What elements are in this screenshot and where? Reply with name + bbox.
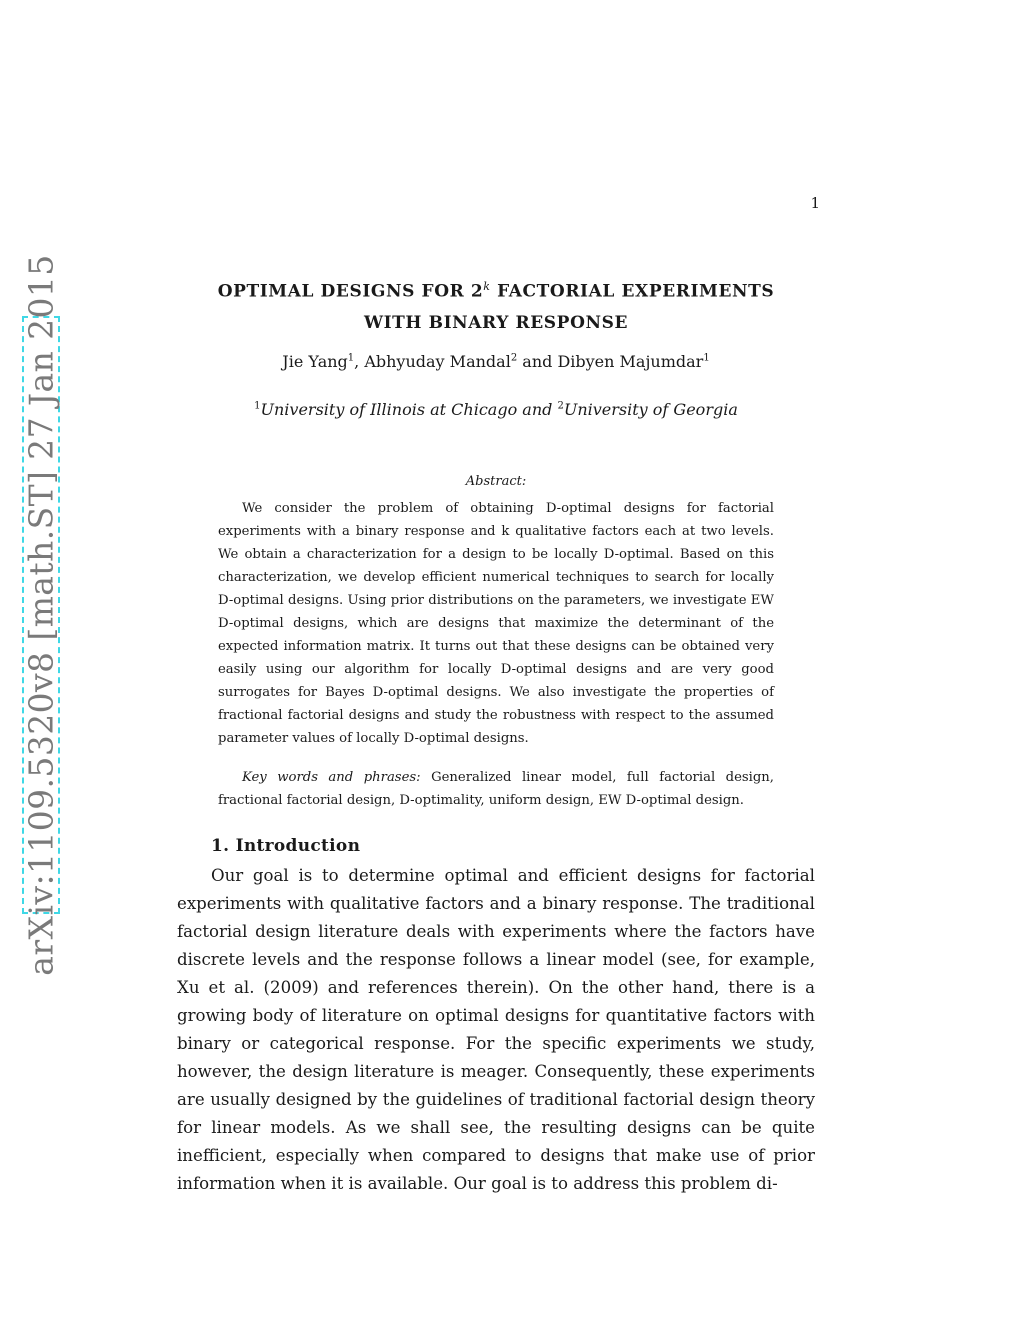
paper-title [140,271,852,339]
author-1: Jie Yang [282,352,348,371]
keywords-label: Key words and phrases: [242,770,421,785]
affiliation-2: University of Georgia [563,400,738,419]
arxiv-identifier[interactable]: arXiv:1109.5320v8 [math.ST] 27 Jan 2015 [21,254,61,976]
arxiv-stamp[interactable] [21,254,61,976]
title-line-2: WITH BINARY RESPONSE [363,312,629,333]
affiliation-1-mark: 1 [254,400,261,412]
author-2: Abhyuday Mandal [364,352,511,371]
title-exponent: k [483,280,491,293]
author-separator-2: and [517,352,558,371]
section-heading-introduction: 1. Introduction [211,836,361,856]
affiliation-2-mark: 2 [557,400,564,412]
author-list [140,352,852,371]
abstract-label: Abstract: [465,474,527,489]
introduction-paragraph: Our goal is to determine optimal and efficient designs for factorial experiments with qualitative factors and a binary response. The traditional factorial design literature deals with experiments where the factors have discrete levels and the response follows a linear model (see, for example, Xu et al. (2009) and references therein). On the other hand, there is a growing body of literature on optimal designs for quantitative factors with binary or categorical response. For the specific experiments we study, however, the design literature is meager. Consequently, these experiments are usually designed by the guidelines of traditional factorial design theory for linear models. As we shall see, the resulting designs can be quite inefficient, especially when compared to designs that make use of prior information when it is available. Our goal is to address this problem di- [177,866,815,1193]
keywords [218,766,774,812]
title-line-1-end: FACTORIAL EXPERIMENTS [490,281,775,302]
keywords-text: Generalized linear model, full factorial design, fractional factorial design, D-optimality, uniform design, EW D-optimal design. [218,770,774,808]
abstract-text: We consider the problem of obtaining D-optimal designs for factorial experiments with a binary response and k qualitative factors each at two levels. We obtain a characterization for a design to be locally D-optimal. Based on this characterization, we develop efficient numerical techniques to search for locally D-optimal designs. Using prior distributions on the parameters, we investigate EW D-optimal designs, which are designs that maximize the determinant of the expected information matrix. It turns out that these designs can be obtained very easily using our algorithm for locally D-optimal designs and are very good surrogates for Bayes D-optimal designs. We also investigate the properties of fractional factorial designs and study the robustness with respect to the assumed parameter values of locally D-optimal designs. [218,501,774,746]
title-line-1-start: OPTIMAL DESIGNS FOR 2 [217,281,484,302]
affiliations [140,400,852,419]
author-3: Dibyen Majumdar [557,352,704,371]
title-line-1 [140,271,852,308]
affiliation-joiner: and [517,400,558,419]
page-number: 1 [810,194,820,212]
author-1-affiliation-mark: 1 [347,352,355,364]
author-separator-1: , [354,352,365,371]
affiliation-1: University of Illinois at Chicago [260,400,518,419]
author-2-affiliation-mark: 2 [510,352,518,364]
author-3-affiliation-mark: 1 [703,352,710,364]
